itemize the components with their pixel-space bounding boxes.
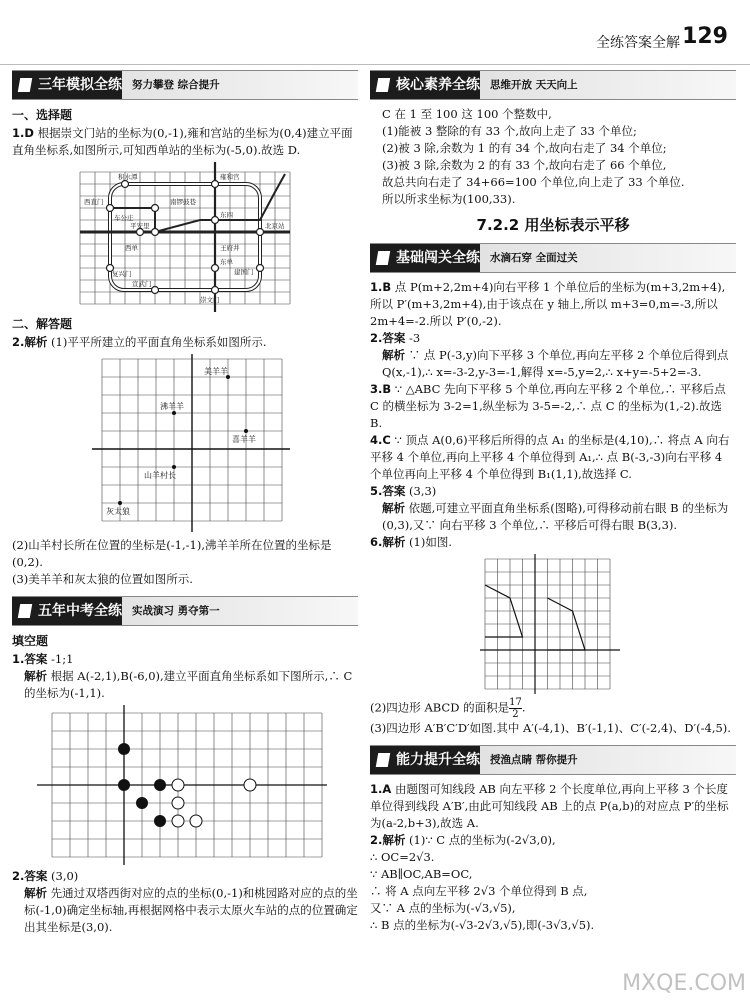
station-label: 西直门 <box>84 198 104 206</box>
band-sub: 实战演习 勇夺第一 <box>132 605 220 617</box>
station-label: 车公庄 <box>114 214 134 222</box>
section-band-ability <box>370 745 736 775</box>
core-line-1: C 在 1 至 100 这 100 个整数中, <box>382 107 552 121</box>
watermark: MXQE.COM <box>622 971 746 996</box>
q2-part2: (2)山羊村长所在位置的坐标是(-1,-1),沸羊羊所在位置的坐标是(0,2). <box>12 538 332 569</box>
sheep-grid-figure <box>92 354 292 534</box>
band-label: 基础闯关全练 <box>370 244 480 272</box>
band-label: 能力提升全练 <box>370 746 480 774</box>
header-title: 全练答案全解 <box>596 35 680 51</box>
left-column <box>12 70 358 936</box>
page-header <box>0 0 750 65</box>
r5: 5.答案 (3,3) <box>370 484 437 498</box>
r6-area: (2)四边形 ABCD 的面积是 $\frac{17}{2}$ . <box>370 697 526 720</box>
band-sub: 努力攀登 综合提升 <box>132 79 220 91</box>
r4: 4.C ∵ 顶点 A(0,6)平移后所得的点 A₁ 的坐标是(4,10),∴ 将点 A 向右平移 4 个单位,再向上平移 4 个单位得到 A₁,∴ 点 B(-3,-3)向右平移 4 个单位再向上平移 4 个单位得到 B₁(1,1),故选择 C. <box>370 433 730 481</box>
t2: 2.解析 (1)∵ C 点的坐标为(-2√3,0), <box>370 833 556 847</box>
r2-explain: 解析 ∵ 点 P(-3,y)向下平移 3 个单位,再向左平移 2 个单位后得到点 Q(x,-1),∴ x=-3-2,y-3=-1,解得 x=-5,y=2,∴ x+y=-5+2=-3. <box>382 348 729 379</box>
r2: 2.答案 -3 <box>370 331 421 345</box>
section-band-core <box>370 70 736 100</box>
band-label: 三年模拟全练 <box>12 71 122 99</box>
core-line-3: (2)被 3 除,余数为 1 的有 34 个,故向右走了 34 个单位; <box>382 141 667 155</box>
q2-part3: (3)美羊羊和灰太狼的位置如图所示. <box>12 572 193 586</box>
a2-explain: 解析 先通过双塔西街对应的点的坐标(0,-1)和桃园路对应的点的坐标(-1,0)确定坐标轴,再根据网格中表示太原火车站的点的位置确定出其坐标是(3,0). <box>24 886 358 934</box>
station-label: 王府井 <box>220 244 240 252</box>
band-label: 五年中考全练 <box>12 597 122 625</box>
station-label: 积水潭 <box>118 173 138 181</box>
station-label: 东四 <box>220 211 233 219</box>
r3: 3.B ∵ △ABC 先向下平移 5 个单位,再向左平移 2 个单位,∴ 平移后点 C 的横坐标为 3-2=1,纵坐标为 3-5=-2,∴ 点 C 的坐标为(1,-2).故选 B. <box>370 382 726 430</box>
grid-label: 沸羊羊 <box>160 402 184 411</box>
page-number: 129 <box>682 24 728 49</box>
a1-explain: 解析 根据 A(-2,1),B(-6,0),建立平面直角坐标系如下图所示,∴ C 的坐标为(-1,1). <box>24 669 353 700</box>
station-label: 平安里 <box>130 222 150 230</box>
station-label: 雍和宫 <box>220 173 240 181</box>
t2-line2: ∴ OC=2√3. <box>370 850 435 864</box>
a2: 2.答案 (3,0) <box>12 869 79 883</box>
quadrilateral-figure <box>480 554 630 694</box>
band-sub: 水滴石穿 全面过关 <box>490 252 578 264</box>
station-label: 复兴门 <box>112 270 132 278</box>
t2-line3: ∵ AB∥OC,AB=OC, <box>370 867 473 881</box>
r6: 6.解析 (1)如图. <box>370 535 452 549</box>
section-band-basic <box>370 243 736 273</box>
band-label: 核心素养全练 <box>370 71 480 99</box>
station-label: 宣武门 <box>132 280 152 288</box>
station-label: 建国门 <box>234 268 254 276</box>
right-column <box>370 70 736 934</box>
t2-line5: 又∵ A 点的坐标为(-√3,√5), <box>370 901 516 915</box>
q1: 1.D 根据崇文门站的坐标为(0,-1),雍和宫站的坐标为(0,4)建立平面直角坐标系,如图所示,可知西单站的坐标为(-5,0).故选 D. <box>12 126 353 157</box>
section-band-three-year <box>12 70 358 100</box>
grid-label: 灰太狼 <box>106 507 130 516</box>
heading-choice: 一、选择题 <box>12 108 73 122</box>
grid-label: 山羊村长 <box>144 471 176 480</box>
station-label: 北京站 <box>265 222 285 230</box>
band-sub: 思维开放 天天向上 <box>490 79 578 91</box>
t2-line6: ∴ B 点的坐标为(-√3-2√3,√5),即(-3√3,√5). <box>370 918 595 932</box>
section-band-five-year <box>12 596 358 626</box>
grid-label: 喜羊羊 <box>232 435 256 444</box>
t1: 1.A 由题图可知线段 AB 向左平移 2 个长度单位,再向上平移 3 个长度单位得到线段 A′B′,由此可知线段 AB 上的点 P(a,b)的对应点 P′的坐标为(a-2,b+3),故选 A. <box>370 782 729 830</box>
heading-fill: 填空题 <box>12 634 49 648</box>
core-line-6: 所以所求坐标为(100,33). <box>382 192 516 206</box>
grid-label: 美羊羊 <box>204 367 228 376</box>
station-label: 南锣鼓巷 <box>170 198 196 206</box>
station-label: 西单 <box>125 244 138 252</box>
section-title: 7.2.2 用坐标表示平移 <box>476 216 630 234</box>
t2-line4: ∴ 将 A 点向左平移 2√3 个单位得到 B 点, <box>370 884 588 898</box>
go-board-figure <box>32 705 332 865</box>
r6-part3: (3)四边形 A′B′C′D′如图.其中 A′(-4,1)、B′(-1,1)、C′(-2,4)、D′(-4,5). <box>370 721 731 735</box>
core-line-4: (3)被 3 除,余数为 2 的有 33 个,故向右走了 66 个单位, <box>382 158 667 172</box>
core-line-5: 故总共向右走了 34+66=100 个单位,向上走了 33 个单位. <box>382 175 685 189</box>
q2: 2.解析 (1)平平所建立的平面直角坐标系如图所示. <box>12 335 267 349</box>
heading-answer: 二、解答题 <box>12 317 73 331</box>
band-sub: 授渔点睛 帮你提升 <box>490 754 578 766</box>
a1: 1.答案 -1;1 <box>12 652 74 666</box>
station-label: 崇文门 <box>200 296 220 304</box>
r1: 1.B 点 P(m+2,2m+4)向右平移 1 个单位后的坐标为(m+3,2m+4),所以 P′(m+3,2m+4),由于该点在 y 轴上,所以 m+3=0,m=-3,所以 2m+4=-2.所以 P′(0,-2). <box>370 280 726 328</box>
core-line-2: (1)能被 3 整除的有 33 个,故向上走了 33 个单位; <box>382 124 637 138</box>
subway-map-figure <box>70 162 300 312</box>
r5-explain: 解析 依题,可建立平面直角坐标系(图略),可得移动前右眼 B 的坐标为(0,3),又∵ 向右平移 3 个单位,∴ 平移后可得右眼 B(3,3). <box>382 501 729 532</box>
station-label: 东单 <box>220 258 233 266</box>
